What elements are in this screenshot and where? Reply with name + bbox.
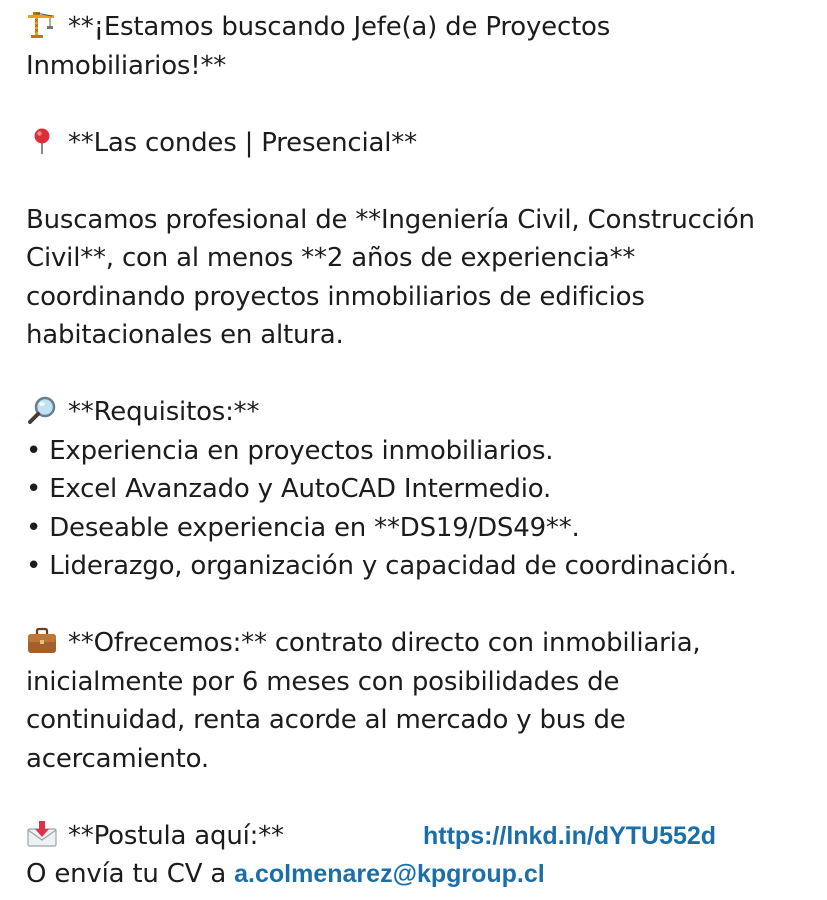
post-title-line1: **¡Estamos buscando Jefe(a) de Proyectos	[68, 12, 611, 42]
post-title-line	[26, 8, 816, 47]
requirement-item: • Experiencia en proyectos inmobiliarios.	[26, 435, 554, 466]
offer-line: acercamiento.	[26, 743, 209, 774]
email-link[interactable]: a.colmenarez@kpgroup.cl	[234, 860, 545, 888]
briefcase-icon	[26, 627, 58, 655]
location-text: **Las condes | Presencial**	[68, 127, 417, 158]
apply-label: **Postula aquí:**	[68, 820, 284, 851]
location-line	[26, 124, 816, 163]
email-line	[26, 855, 816, 894]
construction-crane-icon	[26, 11, 58, 39]
round-pushpin-icon	[26, 127, 58, 155]
magnifying-glass-icon	[26, 396, 58, 424]
description-line: habitacionales en altura.	[26, 320, 344, 350]
description-line: Buscamos profesional de **Ingeniería Civil, Construcción	[26, 204, 755, 235]
email-prefix: O envía tu CV a	[26, 859, 235, 889]
apply-line	[26, 817, 816, 856]
job-post	[26, 8, 816, 894]
offer-line	[26, 624, 816, 663]
requirement-item: • Excel Avanzado y AutoCAD Intermedio.	[26, 474, 552, 504]
offer-line: continuidad, renta acorde al mercado y bus de	[26, 705, 626, 735]
envelope-with-arrow-icon	[26, 820, 58, 848]
requirement-item: • Deseable experiencia en **DS19/DS49**.	[26, 512, 580, 543]
offer-text: **Ofrecemos:** contrato directo con inmobiliaria,	[68, 628, 701, 658]
requirement-item: • Liderazgo, organización y capacidad de coordinación.	[26, 551, 737, 581]
requirements-heading-line	[26, 393, 816, 432]
description-line: Civil**, con al menos **2 años de experiencia**	[26, 243, 636, 273]
post-title-line2: Inmobiliarios!**	[26, 50, 227, 81]
offer-line: inicialmente por 6 meses con posibilidades de	[26, 666, 620, 697]
description-line: coordinando proyectos inmobiliarios de edificios	[26, 281, 645, 312]
apply-link[interactable]: https://lnkd.in/dYTU552d	[423, 821, 717, 850]
requirements-heading: **Requisitos:**	[68, 397, 260, 427]
